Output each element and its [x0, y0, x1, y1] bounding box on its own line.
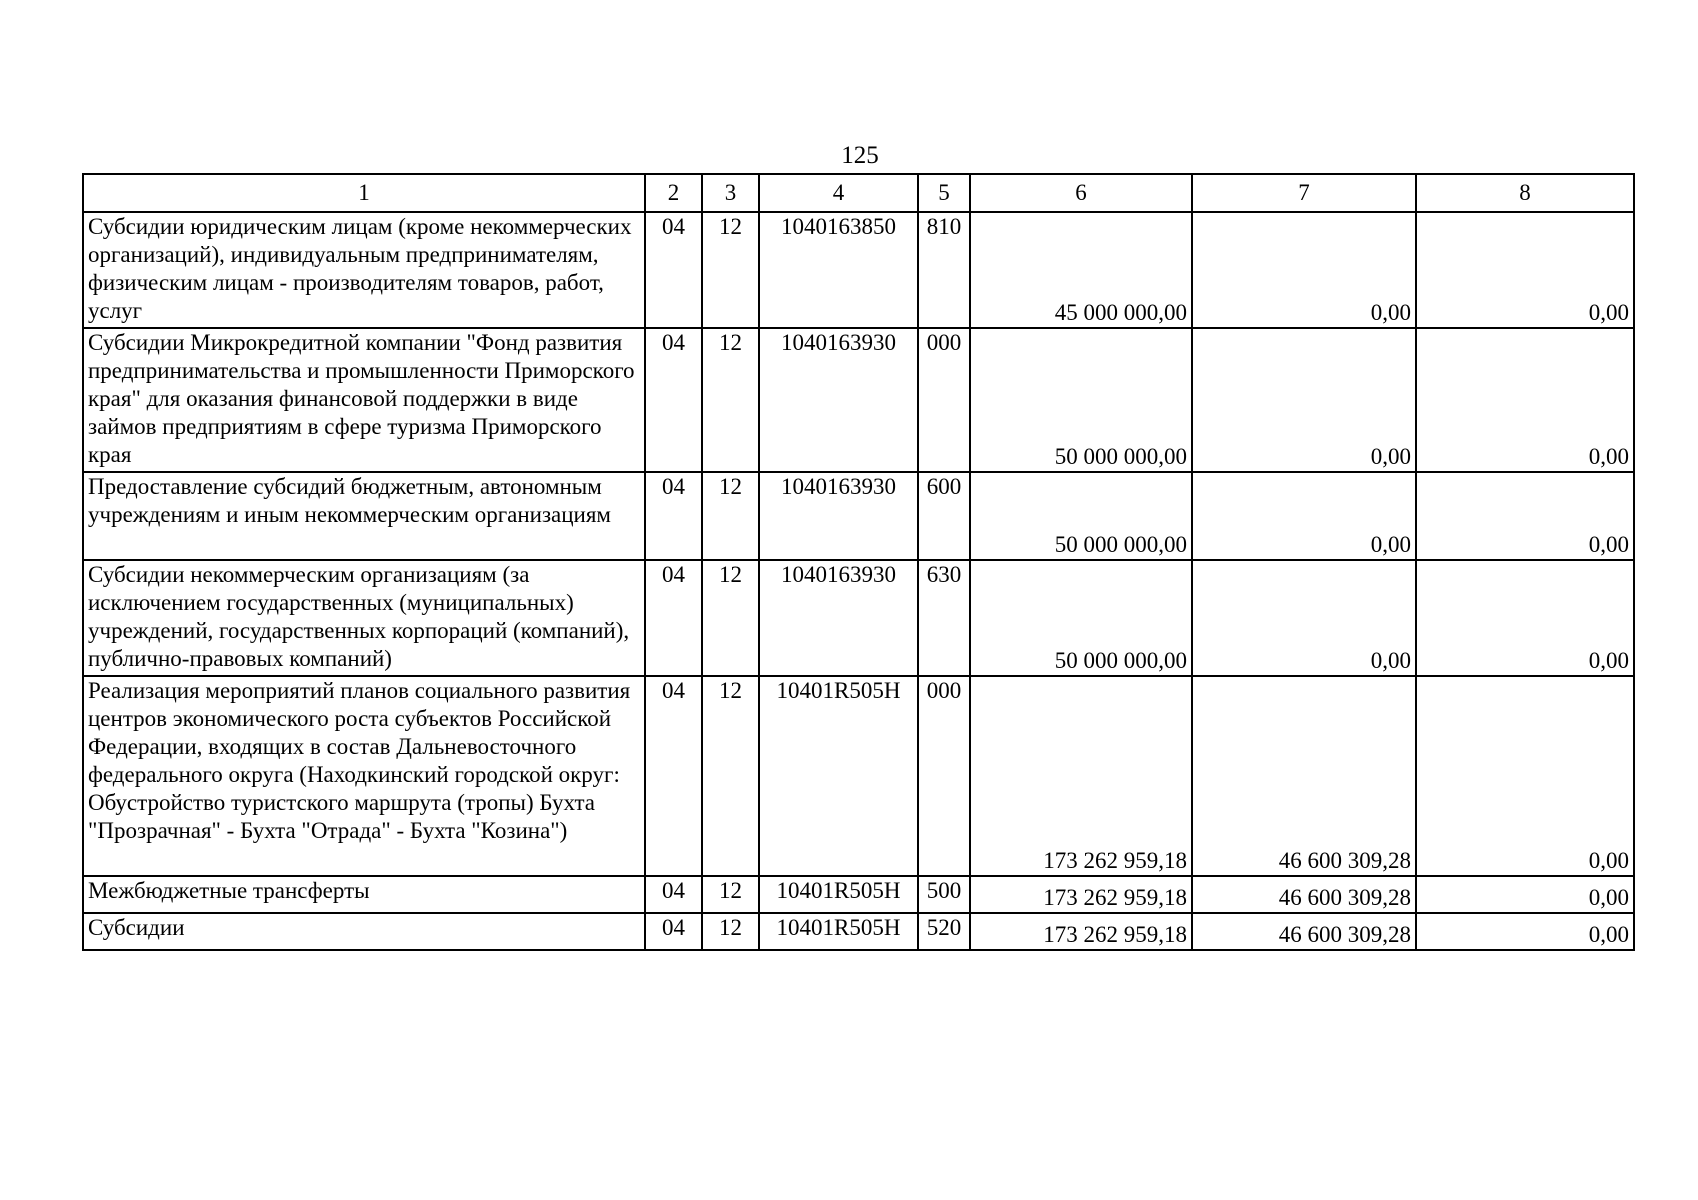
column-header-5: 5	[918, 174, 970, 212]
row-description: Субсидии Микрокредитной компании "Фонд развития предпринимательства и промышленности Приморского края" для оказания финансовой поддержки в виде займов предприятиям в сфере туризма Приморского края	[83, 328, 645, 472]
table-row	[83, 676, 1634, 876]
expense-type-code: 600	[918, 472, 970, 560]
amount-col-7: 46 600 309,28	[1192, 676, 1416, 876]
subsection-code: 12	[702, 472, 759, 560]
subsection-code: 12	[702, 328, 759, 472]
amount-col-6: 173 262 959,18	[970, 876, 1192, 913]
column-header-6: 6	[970, 174, 1192, 212]
target-article-code: 10401R505H	[759, 676, 918, 876]
row-description: Субсидии	[83, 913, 645, 950]
expense-type-code: 520	[918, 913, 970, 950]
amount-col-6: 173 262 959,18	[970, 913, 1192, 950]
amount-col-7: 0,00	[1192, 560, 1416, 676]
table-row	[83, 913, 1634, 950]
table-row	[83, 328, 1634, 472]
row-description: Межбюджетные трансферты	[83, 876, 645, 913]
subsection-code: 12	[702, 913, 759, 950]
column-header-3: 3	[702, 174, 759, 212]
amount-col-7: 46 600 309,28	[1192, 913, 1416, 950]
amount-col-8: 0,00	[1416, 913, 1634, 950]
section-code: 04	[645, 876, 702, 913]
expense-type-code: 810	[918, 212, 970, 328]
column-header-7: 7	[1192, 174, 1416, 212]
section-code: 04	[645, 676, 702, 876]
budget-table	[82, 173, 1635, 951]
expense-type-code: 000	[918, 676, 970, 876]
expense-type-code: 500	[918, 876, 970, 913]
column-header-4: 4	[759, 174, 918, 212]
section-code: 04	[645, 472, 702, 560]
amount-col-8: 0,00	[1416, 676, 1634, 876]
column-header-8: 8	[1416, 174, 1634, 212]
target-article-code: 10401R505H	[759, 913, 918, 950]
target-article-code: 1040163930	[759, 560, 918, 676]
table-row	[83, 212, 1634, 328]
table-row	[83, 876, 1634, 913]
page-number: 125	[841, 142, 879, 169]
amount-col-7: 46 600 309,28	[1192, 876, 1416, 913]
amount-col-6: 173 262 959,18	[970, 676, 1192, 876]
column-number-row	[83, 174, 1634, 212]
table-row	[83, 560, 1634, 676]
section-code: 04	[645, 328, 702, 472]
row-description: Предоставление субсидий бюджетным, автономным учреждениям и иным некоммерческим организациям	[83, 472, 645, 560]
amount-col-6: 50 000 000,00	[970, 328, 1192, 472]
expense-type-code: 630	[918, 560, 970, 676]
amount-col-8: 0,00	[1416, 212, 1634, 328]
section-code: 04	[645, 212, 702, 328]
target-article-code: 10401R505H	[759, 876, 918, 913]
amount-col-8: 0,00	[1416, 560, 1634, 676]
amount-col-6: 50 000 000,00	[970, 560, 1192, 676]
amount-col-7: 0,00	[1192, 328, 1416, 472]
table-row	[83, 472, 1634, 560]
section-code: 04	[645, 913, 702, 950]
column-header-1: 1	[83, 174, 645, 212]
amount-col-7: 0,00	[1192, 472, 1416, 560]
amount-col-8: 0,00	[1416, 328, 1634, 472]
amount-col-6: 50 000 000,00	[970, 472, 1192, 560]
amount-col-8: 0,00	[1416, 472, 1634, 560]
amount-col-8: 0,00	[1416, 876, 1634, 913]
subsection-code: 12	[702, 676, 759, 876]
target-article-code: 1040163850	[759, 212, 918, 328]
target-article-code: 1040163930	[759, 472, 918, 560]
section-code: 04	[645, 560, 702, 676]
amount-col-6: 45 000 000,00	[970, 212, 1192, 328]
column-header-2: 2	[645, 174, 702, 212]
amount-col-7: 0,00	[1192, 212, 1416, 328]
row-description: Субсидии юридическим лицам (кроме некоммерческих организаций), индивидуальным предпринимателям, физическим лицам - производителям товаров, работ, услуг	[83, 212, 645, 328]
subsection-code: 12	[702, 560, 759, 676]
subsection-code: 12	[702, 876, 759, 913]
row-description: Субсидии некоммерческим организациям (за исключением государственных (муниципальных) учреждений, государственных корпораций (компаний), публично-правовых компаний)	[83, 560, 645, 676]
expense-type-code: 000	[918, 328, 970, 472]
target-article-code: 1040163930	[759, 328, 918, 472]
row-description: Реализация мероприятий планов социального развития центров экономического роста субъектов Российской Федерации, входящих в состав Дальневосточного федерального округа (Находкинский городской округ: Обустройство туристского маршрута (тропы) Бухта "Прозрачная" - Бухта "Отрада" - Бухта "Козина")	[83, 676, 645, 876]
subsection-code: 12	[702, 212, 759, 328]
